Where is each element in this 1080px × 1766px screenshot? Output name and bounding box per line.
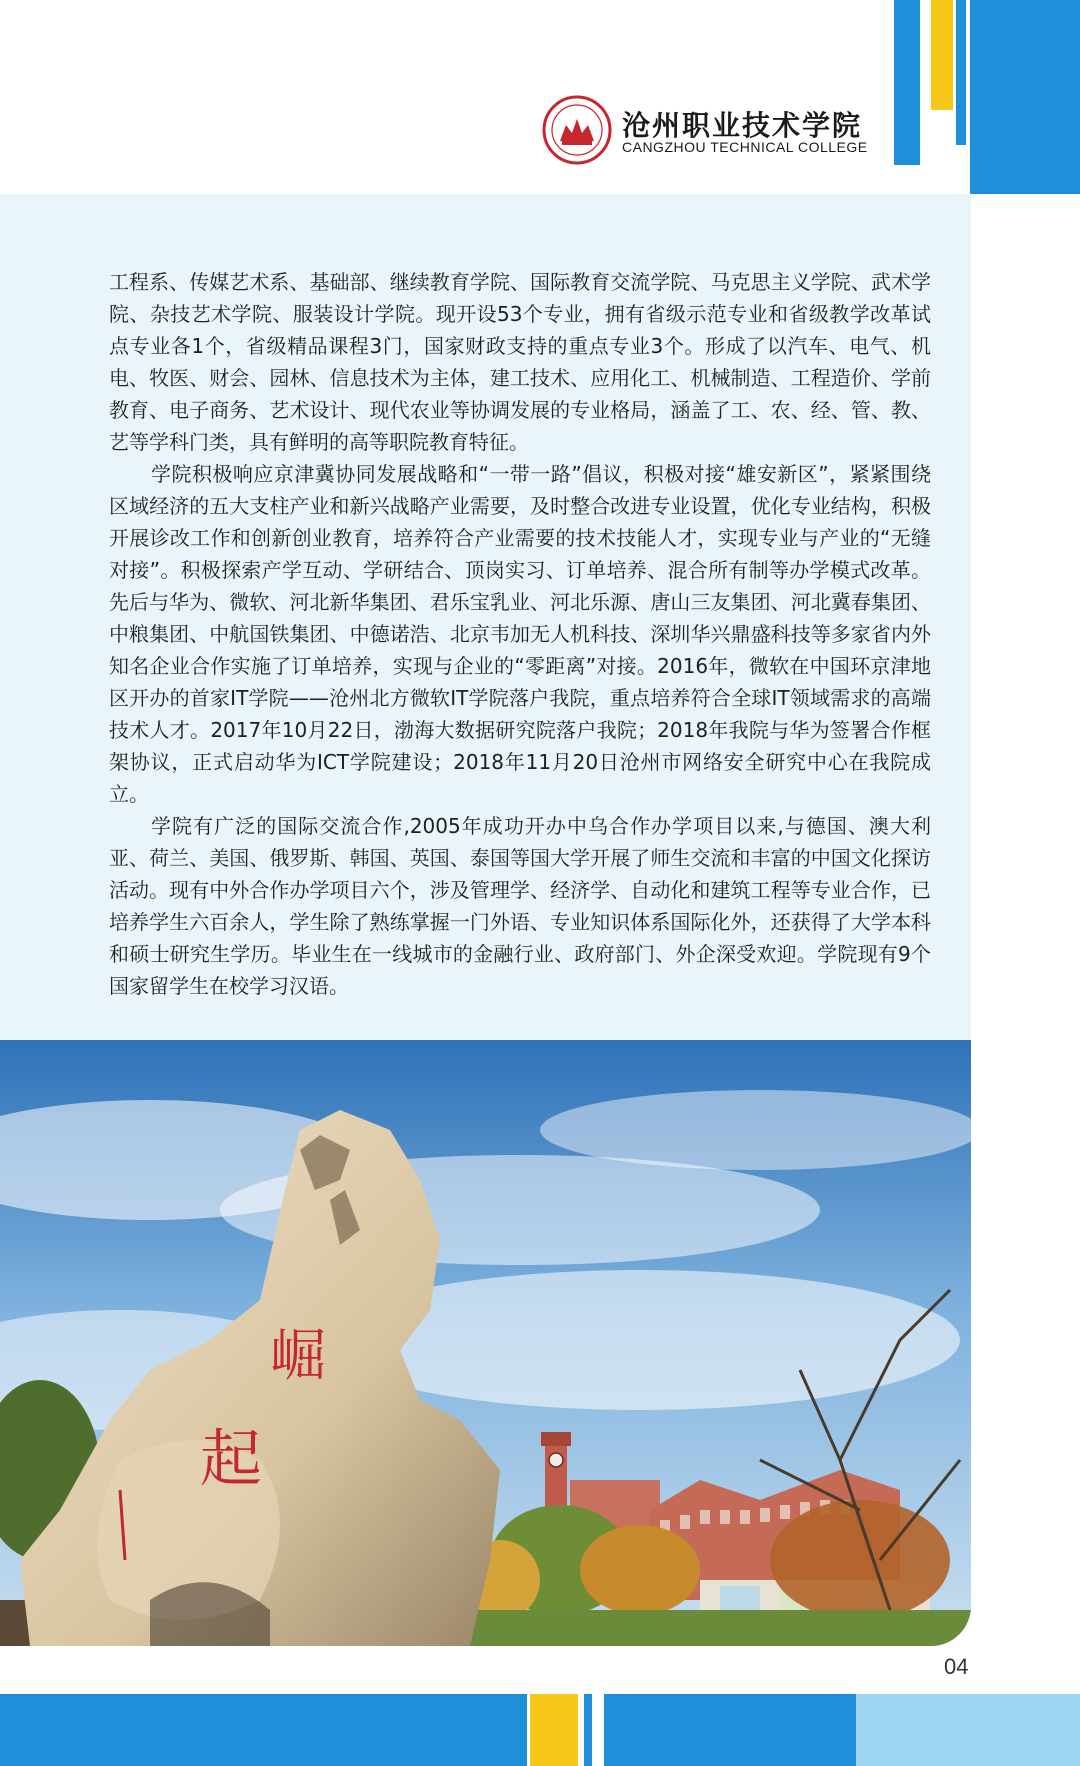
rock-inscription-1: 崛 [270, 1324, 326, 1389]
footer-stripe-blue-4 [604, 1694, 856, 1766]
page-number: 04 [944, 1654, 969, 1679]
college-name-en: CANGZHOU TECHNICAL COLLEGE [622, 139, 868, 155]
header-stripe-blue-1 [894, 0, 920, 165]
header-stripe-yellow [931, 0, 953, 110]
paragraph-3: 学院有广泛的国际交流合作,2005年成功开办中乌合作办学项目以来,与德国、澳大利亚、荷兰、美国、俄罗斯、韩国、英国、泰国等国大学开展了师生交流和丰富的中国文化探访活动。现有中外合作办学项目六个，涉及管理学、经济学、自动化和建筑工程等专业合作，已培养学生六百余人，学生除了熟练掌握一门外语、专业知识体系国际化外，还获得了大学本科和硕士研究生学历。毕业生在一线城市的金融行业、政府部门、外企深受欢迎。学院现有9个国家留学生在校学习汉语。 [109, 814, 931, 998]
footer-stripe-blue-1 [0, 1694, 505, 1766]
rock-inscription-2: 起 [200, 1422, 263, 1495]
paragraph-1: 工程系、传媒艺术系、基础部、继续教育学院、国际教育交流学院、马克思主义学院、武术学院、杂技艺术学院、服装设计学院。现开设53个专业，拥有省级示范专业和省级教学改革试点专业各1个，省级精品课程3门，国家财政支持的重点专业3个。形成了以汽车、电气、机电、牧医、财会、园林、信息技术为主体，建工技术、应用化工、机械制造、工程造价、学前教育、电子商务、艺术设计、现代农业等协调发展的专业格局，涵盖了工、农、经、管、教、艺等学科门类，具有鲜明的高等职院教育特征。 [109, 270, 931, 454]
header-stripe-blue-2 [956, 0, 966, 145]
college-seal-logo [542, 95, 612, 165]
footer-stripe-yellow [530, 1694, 578, 1766]
college-name-cn: 沧州职业技术学院 [622, 109, 863, 142]
footer-stripe-blue-2 [505, 1694, 527, 1766]
campus-photo [0, 1040, 971, 1646]
page-footer [0, 1694, 1080, 1766]
footer-stripe-light [856, 1694, 1080, 1766]
body-text [109, 266, 931, 1002]
paragraph-2: 学院积极响应京津冀协同发展战略和“一带一路”倡议，积极对接“雄安新区”，紧紧围绕区域经济的五大支柱产业和新兴战略产业需要，及时整合改进专业设置，优化专业结构，积极开展诊改工作和创新创业教育，培养符合产业需要的技术技能人才，实现专业与产业的“无缝对接”。积极探索产学互动、学研结合、顶岗实习、订单培养、混合所有制等办学模式改革。先后与华为、微软、河北新华集团、君乐宝乳业、河北乐源、唐山三友集团、河北冀春集团、中粮集团、中航国铁集团、中德诺浩、北京韦加无人机科技、深圳华兴鼎盛科技等多家省内外知名企业合作实施了订单培养，实现与企业的“零距离”对接。2016年，微软在中国环京津地区开办的首家IT学院——沧州北方微软IT学院落户我院，重点培养符合全球IT领域需求的高端技术人才。2017年10月22日，渤海大数据研究院落户我院；2018年我院与华为签署合作框架协议，正式启动华为ICT学院建设；2018年11月20日沧州市网络安全研究中心在我院成立。 [109, 462, 931, 806]
header-stripe-blue-3 [970, 0, 1080, 194]
footer-stripe-blue-3 [584, 1694, 592, 1766]
page-header [0, 0, 1080, 194]
header-stripe-light-1 [920, 0, 930, 165]
